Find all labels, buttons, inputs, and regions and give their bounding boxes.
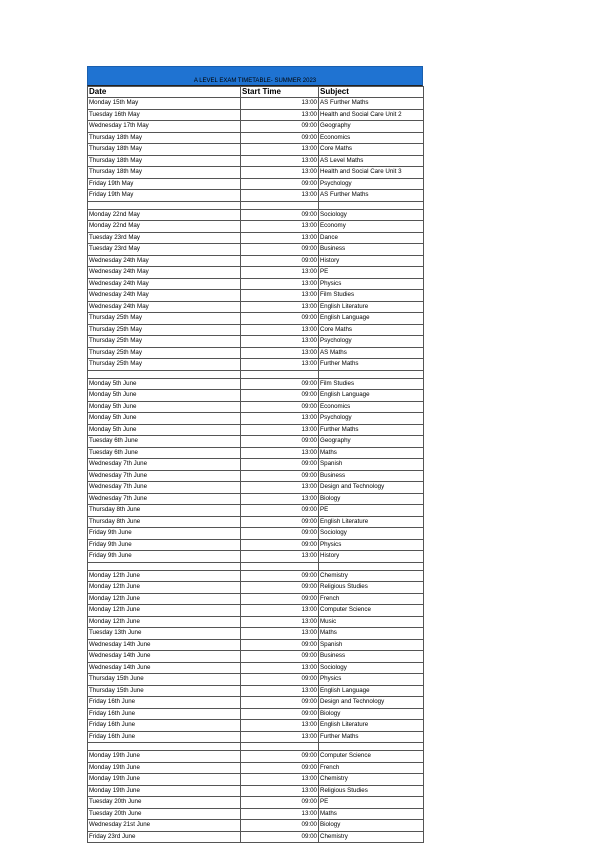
date-cell: Monday 12th June xyxy=(88,605,241,617)
table-row xyxy=(88,762,424,774)
spacer-cell xyxy=(88,201,241,209)
table-row xyxy=(88,424,424,436)
header-start-time: Start Time xyxy=(241,87,319,98)
start-time-cell: 09:00 xyxy=(241,401,319,413)
start-time-cell: 13:00 xyxy=(241,447,319,459)
table-row xyxy=(88,662,424,674)
date-cell: Thursday 8th June xyxy=(88,505,241,517)
table-row xyxy=(88,459,424,471)
date-cell: Friday 16th June xyxy=(88,697,241,709)
start-time-cell: 13:00 xyxy=(241,278,319,290)
subject-cell: Further Maths xyxy=(319,424,424,436)
date-cell: Monday 19th June xyxy=(88,762,241,774)
start-time-cell: 09:00 xyxy=(241,255,319,267)
start-time-cell: 13:00 xyxy=(241,144,319,156)
table-row xyxy=(88,516,424,528)
date-cell: Monday 12th June xyxy=(88,582,241,594)
start-time-cell: 09:00 xyxy=(241,651,319,663)
table-row xyxy=(88,401,424,413)
start-time-cell: 09:00 xyxy=(241,528,319,540)
table-row xyxy=(88,697,424,709)
subject-cell: Geography xyxy=(319,121,424,133)
table-row xyxy=(88,336,424,348)
table-row xyxy=(88,570,424,582)
table-row xyxy=(88,505,424,517)
subject-cell: History xyxy=(319,551,424,563)
start-time-cell: 13:00 xyxy=(241,413,319,425)
start-time-cell: 13:00 xyxy=(241,605,319,617)
subject-cell: Sociology xyxy=(319,662,424,674)
date-cell: Wednesday 7th June xyxy=(88,493,241,505)
date-cell: Friday 9th June xyxy=(88,528,241,540)
date-cell: Tuesday 20th June xyxy=(88,797,241,809)
start-time-cell: 09:00 xyxy=(241,390,319,402)
table-row xyxy=(88,539,424,551)
table-row xyxy=(88,528,424,540)
subject-cell: Geography xyxy=(319,436,424,448)
timetable-body xyxy=(88,98,424,843)
spacer-cell xyxy=(241,370,319,378)
date-cell: Monday 12th June xyxy=(88,570,241,582)
table-row xyxy=(88,98,424,110)
subject-cell: Business xyxy=(319,244,424,256)
date-cell: Wednesday 21st June xyxy=(88,820,241,832)
date-cell: Friday 19th May xyxy=(88,190,241,202)
start-time-cell: 09:00 xyxy=(241,751,319,763)
date-cell: Thursday 25th May xyxy=(88,313,241,325)
subject-cell: French xyxy=(319,593,424,605)
start-time-cell: 09:00 xyxy=(241,582,319,594)
start-time-cell: 13:00 xyxy=(241,731,319,743)
date-cell: Tuesday 23rd May xyxy=(88,244,241,256)
date-cell: Thursday 15th June xyxy=(88,674,241,686)
subject-cell: Business xyxy=(319,651,424,663)
start-time-cell: 09:00 xyxy=(241,470,319,482)
date-cell: Thursday 25th May xyxy=(88,359,241,371)
start-time-cell: 13:00 xyxy=(241,347,319,359)
table-row xyxy=(88,378,424,390)
subject-cell: Core Maths xyxy=(319,324,424,336)
spacer-cell xyxy=(88,370,241,378)
start-time-cell: 13:00 xyxy=(241,685,319,697)
subject-cell: English Language xyxy=(319,390,424,402)
table-row xyxy=(88,267,424,279)
start-time-cell: 13:00 xyxy=(241,808,319,820)
date-cell: Thursday 18th May xyxy=(88,167,241,179)
subject-cell: Spanish xyxy=(319,459,424,471)
subject-cell: French xyxy=(319,762,424,774)
date-cell: Friday 16th June xyxy=(88,708,241,720)
start-time-cell: 09:00 xyxy=(241,820,319,832)
table-row xyxy=(88,255,424,267)
date-cell: Tuesday 6th June xyxy=(88,447,241,459)
subject-cell: Psychology xyxy=(319,413,424,425)
start-time-cell: 09:00 xyxy=(241,121,319,133)
start-time-cell: 09:00 xyxy=(241,378,319,390)
subject-cell: Chemistry xyxy=(319,570,424,582)
start-time-cell: 09:00 xyxy=(241,459,319,471)
spacer-row xyxy=(88,370,424,378)
subject-cell: Psychology xyxy=(319,178,424,190)
start-time-cell: 09:00 xyxy=(241,593,319,605)
table-row xyxy=(88,190,424,202)
spacer-cell xyxy=(319,201,424,209)
date-cell: Monday 22nd May xyxy=(88,221,241,233)
subject-cell: Maths xyxy=(319,808,424,820)
start-time-cell: 13:00 xyxy=(241,190,319,202)
date-cell: Monday 5th June xyxy=(88,378,241,390)
start-time-cell: 13:00 xyxy=(241,98,319,110)
subject-cell: Psychology xyxy=(319,336,424,348)
header-subject: Subject xyxy=(319,87,424,98)
start-time-cell: 13:00 xyxy=(241,267,319,279)
subject-cell: Economy xyxy=(319,221,424,233)
spacer-cell xyxy=(319,743,424,751)
date-cell: Monday 12th June xyxy=(88,616,241,628)
start-time-cell: 09:00 xyxy=(241,708,319,720)
subject-cell: Sociology xyxy=(319,209,424,221)
subject-cell: Further Maths xyxy=(319,731,424,743)
subject-cell: PE xyxy=(319,505,424,517)
table-row xyxy=(88,831,424,843)
subject-cell: English Language xyxy=(319,313,424,325)
date-cell: Wednesday 24th May xyxy=(88,301,241,313)
start-time-cell: 09:00 xyxy=(241,674,319,686)
subject-cell: AS Further Maths xyxy=(319,98,424,110)
table-row xyxy=(88,347,424,359)
table-row xyxy=(88,221,424,233)
date-cell: Tuesday 6th June xyxy=(88,436,241,448)
date-cell: Monday 15th May xyxy=(88,98,241,110)
start-time-cell: 13:00 xyxy=(241,720,319,732)
date-cell: Tuesday 13th June xyxy=(88,628,241,640)
subject-cell: PE xyxy=(319,797,424,809)
start-time-cell: 09:00 xyxy=(241,570,319,582)
date-cell: Wednesday 14th June xyxy=(88,639,241,651)
table-row xyxy=(88,720,424,732)
subject-cell: Computer Science xyxy=(319,605,424,617)
table-row xyxy=(88,820,424,832)
date-cell: Wednesday 7th June xyxy=(88,482,241,494)
table-row xyxy=(88,390,424,402)
start-time-cell: 13:00 xyxy=(241,424,319,436)
start-time-cell: 09:00 xyxy=(241,313,319,325)
subject-cell: English Literature xyxy=(319,516,424,528)
header-date: Date xyxy=(88,87,241,98)
subject-cell: Biology xyxy=(319,820,424,832)
subject-cell: Biology xyxy=(319,708,424,720)
subject-cell: History xyxy=(319,255,424,267)
subject-cell: Physics xyxy=(319,278,424,290)
table-row xyxy=(88,651,424,663)
table-row xyxy=(88,708,424,720)
start-time-cell: 13:00 xyxy=(241,290,319,302)
start-time-cell: 09:00 xyxy=(241,505,319,517)
start-time-cell: 09:00 xyxy=(241,831,319,843)
start-time-cell: 13:00 xyxy=(241,324,319,336)
table-row xyxy=(88,324,424,336)
date-cell: Monday 5th June xyxy=(88,424,241,436)
subject-cell: Design and Technology xyxy=(319,482,424,494)
table-row xyxy=(88,447,424,459)
spacer-cell xyxy=(241,201,319,209)
subject-cell: Core Maths xyxy=(319,144,424,156)
date-cell: Thursday 8th June xyxy=(88,516,241,528)
spacer-cell xyxy=(241,562,319,570)
subject-cell: Spanish xyxy=(319,639,424,651)
table-row xyxy=(88,785,424,797)
date-cell: Wednesday 14th June xyxy=(88,662,241,674)
spacer-cell xyxy=(88,562,241,570)
date-cell: Tuesday 16th May xyxy=(88,109,241,121)
table-row xyxy=(88,639,424,651)
table-row xyxy=(88,109,424,121)
subject-cell: English Literature xyxy=(319,720,424,732)
spacer-row xyxy=(88,562,424,570)
date-cell: Monday 19th June xyxy=(88,774,241,786)
table-row xyxy=(88,797,424,809)
timetable-table xyxy=(87,86,424,843)
date-cell: Thursday 25th May xyxy=(88,324,241,336)
subject-cell: Health and Social Care Unit 3 xyxy=(319,167,424,179)
date-cell: Monday 5th June xyxy=(88,390,241,402)
table-row xyxy=(88,774,424,786)
start-time-cell: 09:00 xyxy=(241,436,319,448)
subject-cell: Film Studies xyxy=(319,290,424,302)
date-cell: Tuesday 20th June xyxy=(88,808,241,820)
table-row xyxy=(88,685,424,697)
date-cell: Wednesday 14th June xyxy=(88,651,241,663)
date-cell: Monday 12th June xyxy=(88,593,241,605)
table-row xyxy=(88,674,424,686)
date-cell: Wednesday 24th May xyxy=(88,255,241,267)
date-cell: Thursday 15th June xyxy=(88,685,241,697)
subject-cell: Computer Science xyxy=(319,751,424,763)
table-row xyxy=(88,616,424,628)
date-cell: Wednesday 24th May xyxy=(88,278,241,290)
table-row xyxy=(88,301,424,313)
date-cell: Thursday 18th May xyxy=(88,132,241,144)
date-cell: Monday 5th June xyxy=(88,413,241,425)
table-row xyxy=(88,278,424,290)
start-time-cell: 09:00 xyxy=(241,539,319,551)
start-time-cell: 13:00 xyxy=(241,493,319,505)
start-time-cell: 13:00 xyxy=(241,551,319,563)
table-row xyxy=(88,232,424,244)
date-cell: Monday 22nd May xyxy=(88,209,241,221)
table-row xyxy=(88,413,424,425)
subject-cell: Economics xyxy=(319,132,424,144)
table-row xyxy=(88,178,424,190)
subject-cell: Maths xyxy=(319,447,424,459)
subject-cell: AS Level Maths xyxy=(319,155,424,167)
start-time-cell: 13:00 xyxy=(241,155,319,167)
spacer-cell xyxy=(88,743,241,751)
start-time-cell: 13:00 xyxy=(241,336,319,348)
start-time-cell: 13:00 xyxy=(241,232,319,244)
spacer-cell xyxy=(319,562,424,570)
subject-cell: Maths xyxy=(319,628,424,640)
table-row xyxy=(88,132,424,144)
start-time-cell: 13:00 xyxy=(241,301,319,313)
table-row xyxy=(88,470,424,482)
subject-cell: Further Maths xyxy=(319,359,424,371)
start-time-cell: 09:00 xyxy=(241,697,319,709)
table-row xyxy=(88,167,424,179)
subject-cell: Business xyxy=(319,470,424,482)
start-time-cell: 13:00 xyxy=(241,359,319,371)
date-cell: Tuesday 23rd May xyxy=(88,232,241,244)
start-time-cell: 09:00 xyxy=(241,244,319,256)
subject-cell: Sociology xyxy=(319,528,424,540)
spacer-cell xyxy=(241,743,319,751)
timetable-sheet xyxy=(87,66,423,843)
subject-cell: Health and Social Care Unit 2 xyxy=(319,109,424,121)
date-cell: Wednesday 24th May xyxy=(88,290,241,302)
date-cell: Thursday 18th May xyxy=(88,144,241,156)
table-row xyxy=(88,582,424,594)
start-time-cell: 13:00 xyxy=(241,167,319,179)
date-cell: Wednesday 17th May xyxy=(88,121,241,133)
subject-cell: Chemistry xyxy=(319,831,424,843)
start-time-cell: 09:00 xyxy=(241,516,319,528)
date-cell: Monday 5th June xyxy=(88,401,241,413)
table-row xyxy=(88,551,424,563)
date-cell: Wednesday 7th June xyxy=(88,470,241,482)
table-row xyxy=(88,751,424,763)
subject-cell: Dance xyxy=(319,232,424,244)
table-row xyxy=(88,290,424,302)
start-time-cell: 09:00 xyxy=(241,178,319,190)
start-time-cell: 13:00 xyxy=(241,482,319,494)
table-row xyxy=(88,144,424,156)
subject-cell: Economics xyxy=(319,401,424,413)
start-time-cell: 13:00 xyxy=(241,774,319,786)
table-row xyxy=(88,808,424,820)
table-row xyxy=(88,155,424,167)
subject-cell: AS Further Maths xyxy=(319,190,424,202)
header-row xyxy=(88,87,424,98)
start-time-cell: 13:00 xyxy=(241,616,319,628)
date-cell: Monday 19th June xyxy=(88,785,241,797)
date-cell: Monday 19th June xyxy=(88,751,241,763)
subject-cell: Design and Technology xyxy=(319,697,424,709)
spacer-row xyxy=(88,201,424,209)
subject-cell: AS Maths xyxy=(319,347,424,359)
date-cell: Wednesday 7th June xyxy=(88,459,241,471)
table-row xyxy=(88,244,424,256)
subject-cell: English Literature xyxy=(319,301,424,313)
date-cell: Wednesday 24th May xyxy=(88,267,241,279)
start-time-cell: 13:00 xyxy=(241,109,319,121)
subject-cell: Physics xyxy=(319,674,424,686)
start-time-cell: 09:00 xyxy=(241,797,319,809)
table-row xyxy=(88,121,424,133)
table-row xyxy=(88,605,424,617)
subject-cell: English Language xyxy=(319,685,424,697)
date-cell: Thursday 25th May xyxy=(88,347,241,359)
subject-cell: Physics xyxy=(319,539,424,551)
table-row xyxy=(88,313,424,325)
start-time-cell: 09:00 xyxy=(241,209,319,221)
table-row xyxy=(88,209,424,221)
start-time-cell: 13:00 xyxy=(241,221,319,233)
start-time-cell: 13:00 xyxy=(241,662,319,674)
timetable-title: A LEVEL EXAM TIMETABLE- SUMMER 2023 xyxy=(87,66,423,86)
date-cell: Thursday 18th May xyxy=(88,155,241,167)
subject-cell: PE xyxy=(319,267,424,279)
subject-cell: Chemistry xyxy=(319,774,424,786)
table-row xyxy=(88,482,424,494)
table-row xyxy=(88,593,424,605)
table-row xyxy=(88,436,424,448)
date-cell: Friday 19th May xyxy=(88,178,241,190)
start-time-cell: 09:00 xyxy=(241,639,319,651)
subject-cell: Music xyxy=(319,616,424,628)
subject-cell: Film Studies xyxy=(319,378,424,390)
date-cell: Thursday 25th May xyxy=(88,336,241,348)
subject-cell: Religious Studies xyxy=(319,785,424,797)
start-time-cell: 13:00 xyxy=(241,785,319,797)
date-cell: Friday 9th June xyxy=(88,551,241,563)
start-time-cell: 09:00 xyxy=(241,762,319,774)
table-row xyxy=(88,628,424,640)
date-cell: Friday 9th June xyxy=(88,539,241,551)
subject-cell: Biology xyxy=(319,493,424,505)
table-row xyxy=(88,359,424,371)
table-row xyxy=(88,731,424,743)
table-row xyxy=(88,493,424,505)
spacer-cell xyxy=(319,370,424,378)
date-cell: Friday 16th June xyxy=(88,731,241,743)
date-cell: Friday 23rd June xyxy=(88,831,241,843)
start-time-cell: 13:00 xyxy=(241,628,319,640)
subject-cell: Religious Studies xyxy=(319,582,424,594)
start-time-cell: 09:00 xyxy=(241,132,319,144)
spacer-row xyxy=(88,743,424,751)
date-cell: Friday 16th June xyxy=(88,720,241,732)
